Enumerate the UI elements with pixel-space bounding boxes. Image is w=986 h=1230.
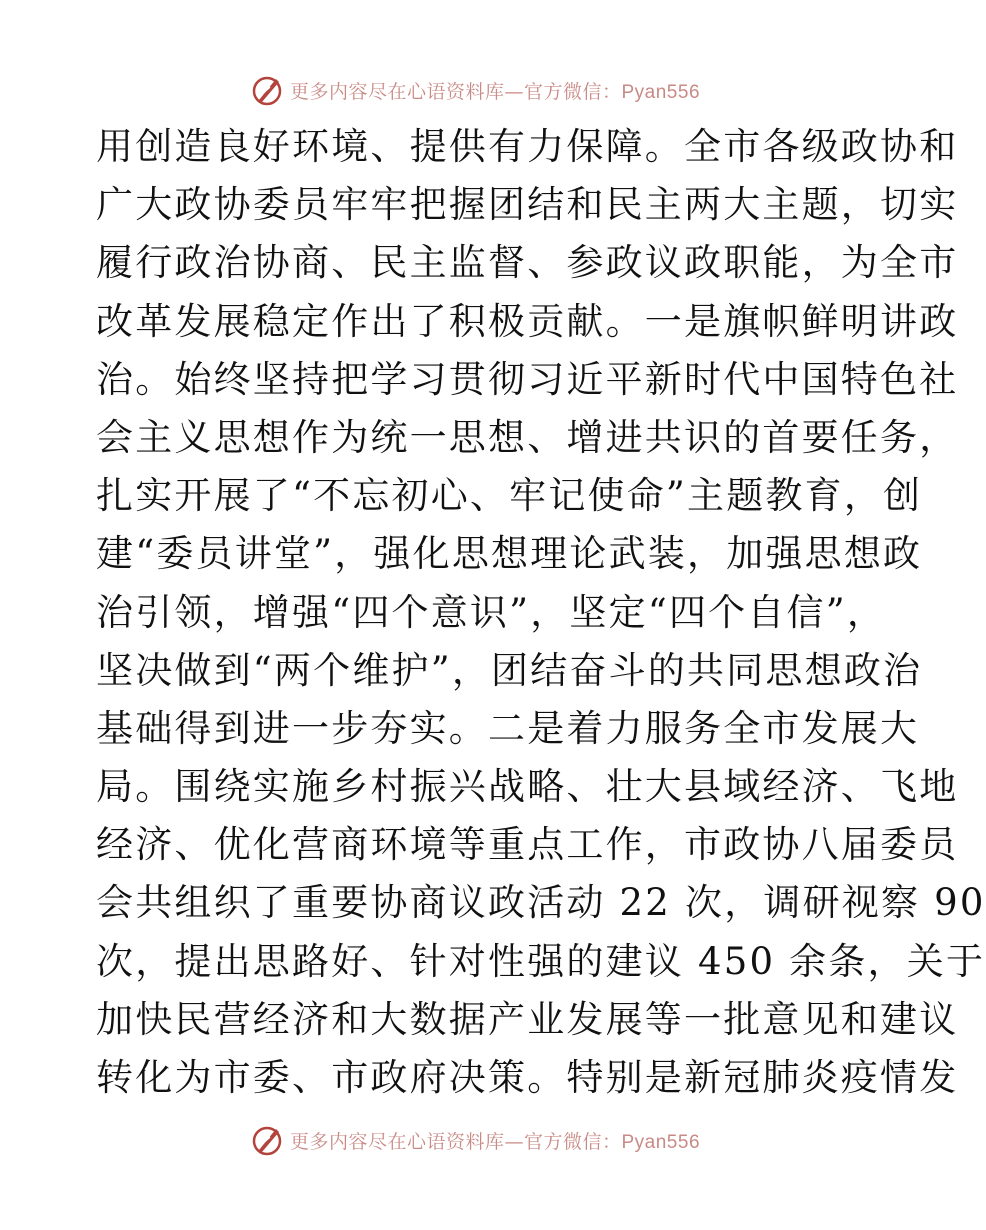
body-line: 基础得到进一步夯实。二是着力服务全市发展大 bbox=[96, 706, 920, 750]
body-line: 加快民营经济和大数据产业发展等一批意见和建议 bbox=[96, 997, 959, 1041]
body-line: 广大政协委员牢牢把握团结和民主两大主题，切实 bbox=[96, 183, 959, 227]
body-line: 治引领，增强“四个意识”，坚定“四个自信”， bbox=[96, 590, 887, 634]
footer-watermark bbox=[0, 1120, 950, 1160]
watermark-wechat-id: Pyan556 bbox=[621, 81, 701, 103]
body-line: 经济、优化营商环境等重点工作，市政协八届委员 bbox=[96, 823, 959, 867]
body-line: 局。围绕实施乡村振兴战略、壮大县域经济、飞地 bbox=[96, 765, 959, 809]
watermark-wechat-id: Pyan556 bbox=[621, 1131, 701, 1153]
body-line: 建“委员讲堂”，强化思想理论武装，加强思想政 bbox=[96, 532, 923, 576]
quill-logo-icon bbox=[250, 1123, 284, 1157]
header-watermark bbox=[0, 70, 950, 110]
document-body bbox=[96, 118, 986, 1107]
body-line: 履行政治协商、民主监督、参政议政职能，为全市 bbox=[96, 241, 959, 285]
body-line: 改革发展稳定作出了积极贡献。一是旗帜鲜明讲政 bbox=[96, 299, 959, 343]
watermark-text: 更多内容尽在心语资料库—官方微信：Pyan556 bbox=[289, 1130, 701, 1153]
body-line: 治。始终坚持把学习贯彻习近平新时代中国特色社 bbox=[96, 357, 959, 401]
body-line: 转化为市委、市政府决策。特别是新冠肺炎疫情发 bbox=[96, 1056, 959, 1099]
body-line: 用创造良好环境、提供有力保障。全市各级政协和 bbox=[96, 125, 959, 168]
body-line: 次，提出思路好、针对性强的建议 450 余条，关于 bbox=[96, 939, 986, 983]
body-line: 会主义思想作为统一思想、增进共识的首要任务， bbox=[96, 415, 959, 459]
body-line: 坚决做到“两个维护”，团结奋斗的共同思想政治 bbox=[96, 648, 923, 692]
quill-logo-icon bbox=[250, 73, 284, 107]
body-line: 会共组织了重要协商议政活动 22 次，调研视察 90 bbox=[96, 881, 986, 925]
body-line: 扎实开展了“不忘初心、牢记使命”主题教育，创 bbox=[96, 474, 923, 518]
watermark-text: 更多内容尽在心语资料库—官方微信：Pyan556 bbox=[289, 80, 701, 103]
